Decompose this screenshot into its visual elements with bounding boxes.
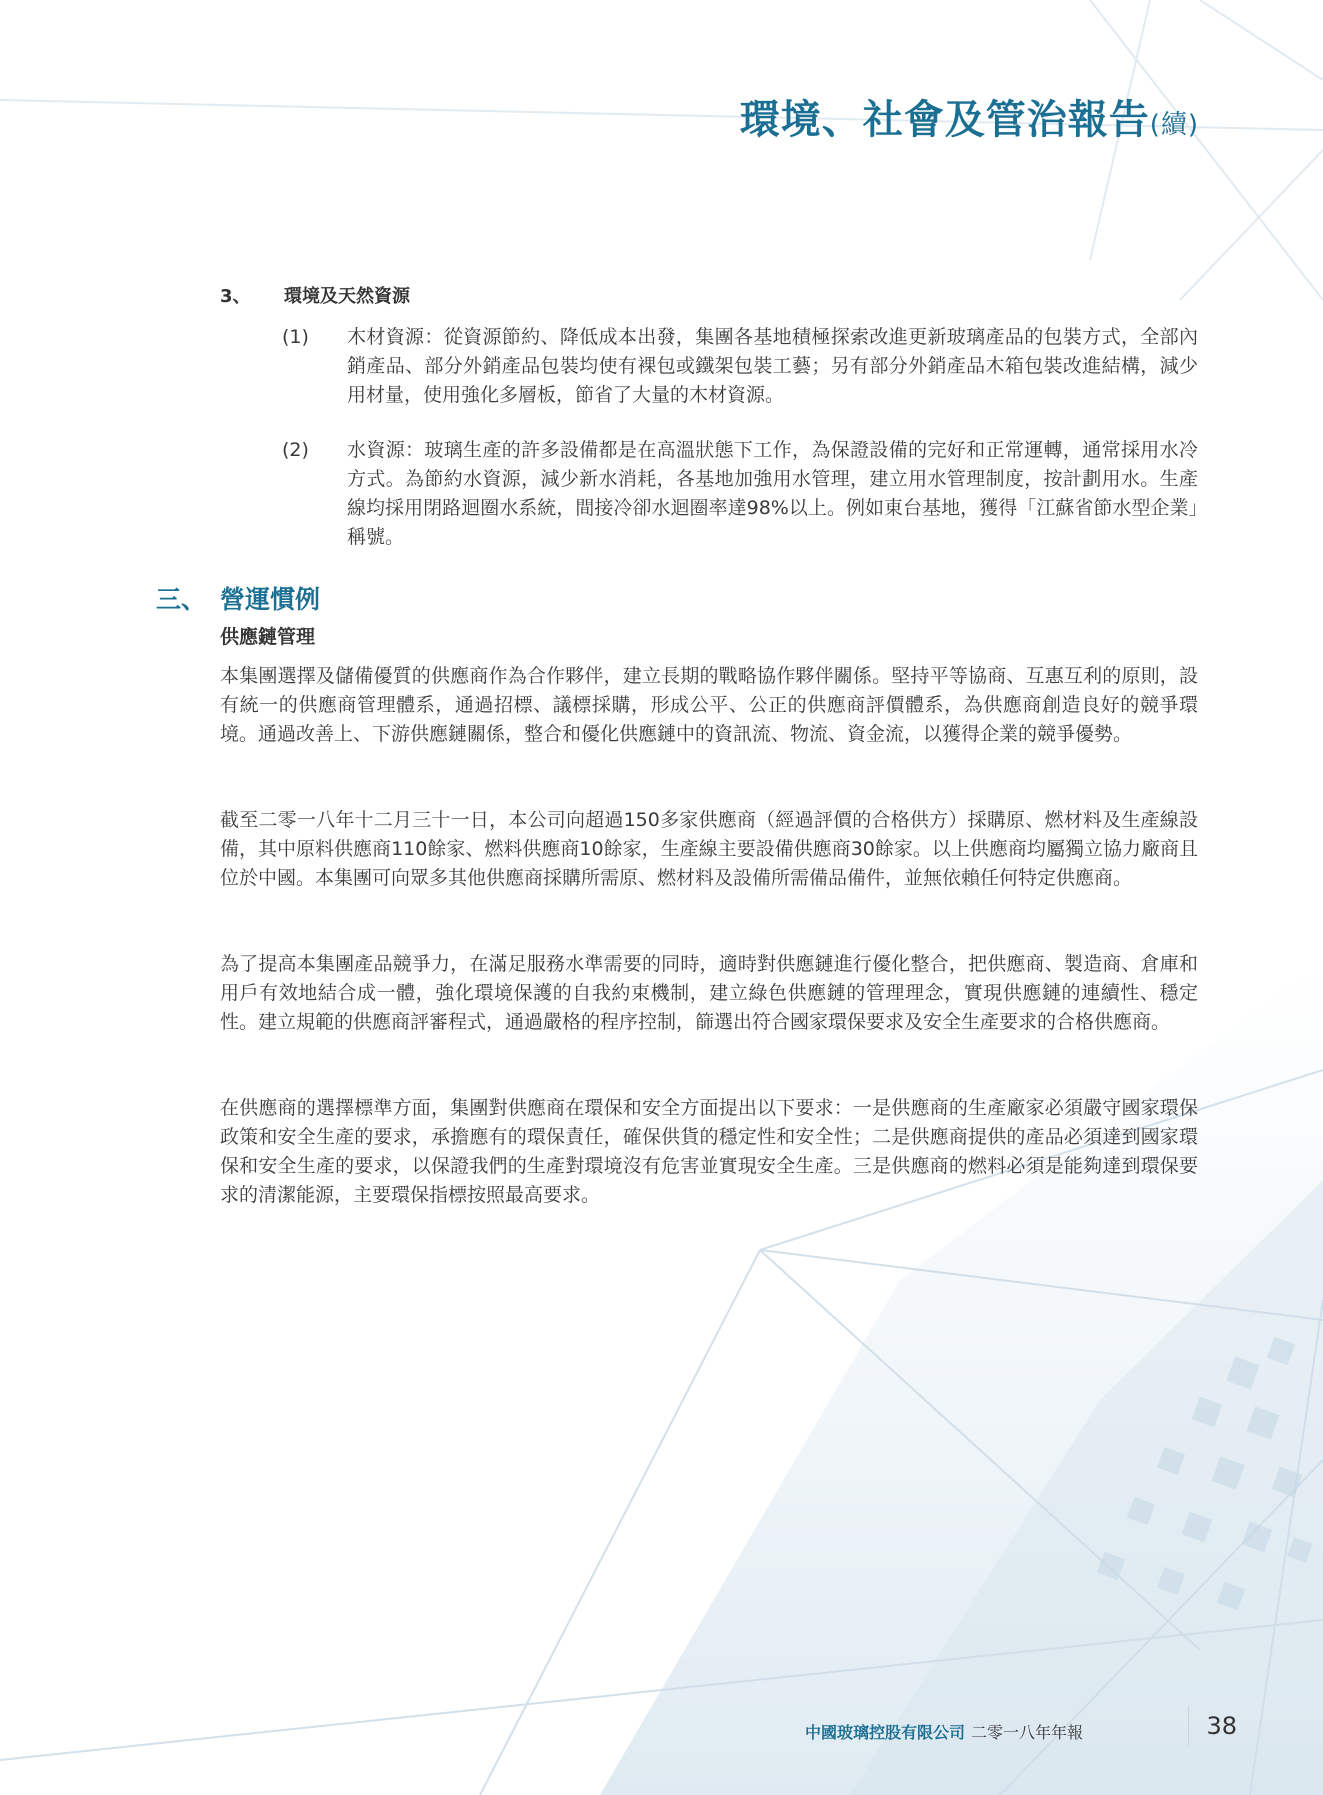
section-title: 環境及天然資源 — [284, 286, 410, 307]
chapter-title: 營運慣例 — [220, 585, 321, 614]
paragraph: 截至二零一八年十二月三十一日，本公司向超過150多家供應商（經過評價的合格供方）採購原、燃材料及生產線設備，其中原料供應商110餘家、燃料供應商10餘家，生產線主要設備供應商30餘家。以上供應商均屬獨立協力廠商且位於中國。本集團可向眾多其他供應商採購所需原、燃材料及設備所需備品備件，並無依賴任何特定供應商。 — [220, 809, 1198, 889]
list-item — [282, 436, 1198, 552]
chapter-heading — [156, 580, 320, 616]
chapter-number: 三、 — [156, 585, 207, 614]
list-item — [282, 323, 1198, 410]
section-heading — [220, 282, 410, 308]
section-number: 3、 — [220, 286, 251, 307]
paragraph: 在供應商的選擇標準方面，集團對供應商在環保和安全方面提出以下要求：一是供應商的生產廠家必須嚴守國家環保政策和安全生產的要求，承擔應有的環保責任，確保供貨的穩定性和安全性；二是供應商提供的產品必須達到國家環保和安全生產的要求，以保證我們的生產對環境沒有危害並實現安全生產。三是供應商的燃料必須是能夠達到環保要求的清潔能源，主要環保指標按照最高要求。 — [220, 1097, 1198, 1206]
footer-company: 中國玻璃控股有限公司 — [804, 1723, 965, 1742]
page-number: 38 — [1206, 1712, 1237, 1740]
paragraph: 本集團選擇及儲備優質的供應商作為合作夥伴，建立長期的戰略協作夥伴關係。堅持平等協商、互惠互利的原則，設有統一的供應商管理體系，通過招標、議標採購，形成公平、公正的供應商評價體系，為供應商創造良好的競爭環境。通過改善上、下游供應鏈關係，整合和優化供應鏈中的資訊流、物流、資金流，以獲得企業的競爭優勢。 — [220, 665, 1198, 745]
header-title-text: 環境、社會及管治報告 — [739, 97, 1150, 143]
list-item-text: 水資源：玻璃生產的許多設備都是在高溫狀態下工作，為保證設備的完好和正常運轉，通常採用水冷方式。為節約水資源，減少新水消耗，各基地加強用水管理，建立用水管理制度，按計劃用水。生產線均採用閉路迴圈水系統，間接冷卻水迴圈率達98%以上。例如東台基地，獲得「江蘇省節水型企業」稱號。 — [347, 439, 1198, 548]
list-item-label: (1) — [282, 326, 309, 348]
subsection-title: 供應鏈管理 — [220, 626, 316, 648]
page-header-title — [740, 88, 1199, 145]
footer-divider — [1188, 1706, 1189, 1746]
list-item-text: 木材資源：從資源節約、降低成本出發，集團各基地積極探索改進更新玻璃產品的包裝方式，全部內銷產品、部分外銷產品包裝均使有裸包或鐵架包裝工藝；另有部分外銷產品木箱包裝改進結構，減少用材量，使用強化多層板，節省了大量的木材資源。 — [347, 326, 1198, 406]
footer — [805, 1720, 1083, 1743]
header-title-suffix: (續) — [1149, 110, 1199, 140]
list-item-label: (2) — [282, 439, 309, 461]
paragraph: 為了提高本集團產品競爭力，在滿足服務水準需要的同時，適時對供應鏈進行優化整合，把供應商、製造商、倉庫和用戶有效地結合成一體，強化環境保護的自我約束機制，建立綠色供應鏈的管理理念，實現供應鏈的連續性、穩定性。建立規範的供應商評審程式，通過嚴格的程序控制，篩選出符合國家環保要求及安全生產要求的合格供應商。 — [220, 953, 1198, 1033]
footer-report: 二零一八年年報 — [970, 1723, 1083, 1742]
